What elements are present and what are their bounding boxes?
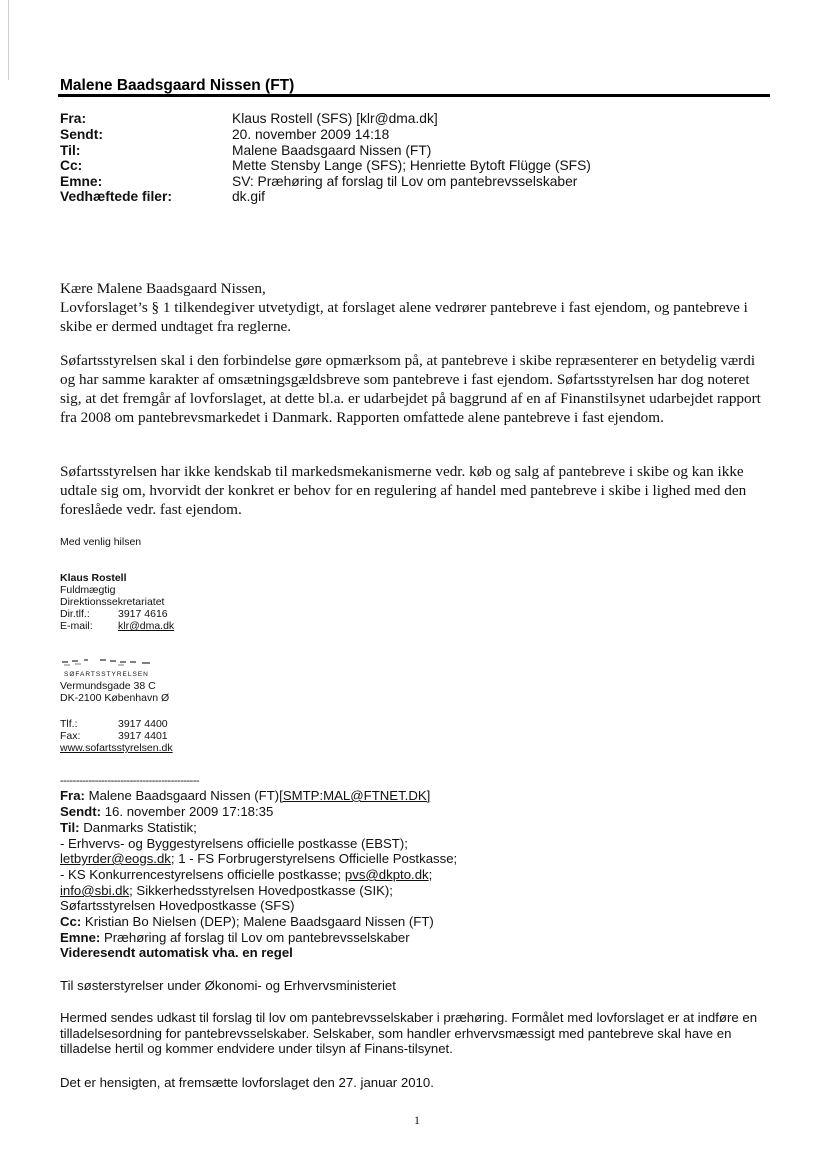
mailbox-owner: Malene Baadsgaard Nissen (FT): [60, 77, 295, 94]
fwd-body-paragraph-2: Hermed sendes udkast til forslag til lov om pantebrevsselskaber i præhøring. Formålet med lovforslaget er at indføre en tilladelsesordning for pantebrevsselskaber. Selskaber, som handler erhvervsmæssigt med pantebreve skal have en tilladelse hertil og kommer endvidere under tilsyn af Finans-tilsynet.: [60, 1010, 758, 1057]
fwd-from-label: Fra:: [60, 788, 85, 803]
fwd-sent-value: 16. november 2009 17:18:35: [104, 804, 274, 819]
direct-phone-label: Dir.tlf.:: [60, 608, 90, 620]
fwd-from-smtp-link[interactable]: [SMTP:MAL@FTNET.DK]: [279, 788, 431, 803]
signer-title: Fuldmægtig: [60, 584, 116, 596]
signer-department: Direktionssekretariatet: [60, 596, 165, 608]
letter-paragraph-1: Lovforslaget’s § 1 tilkendegiver utvetydigt, at forslaget alene vedrører pantebreve i fast ejendom, og pantebreve i skibe er dermed undtaget fra reglerne.: [60, 299, 748, 335]
fwd-body-line-1: Til søsterstyrelser under Økonomi- og Erhvervsministeriet: [60, 978, 396, 993]
fwd-cc-value: Kristian Bo Nielsen (DEP); Malene Baadsgaard Nissen (FT): [84, 914, 434, 929]
fwd-to-line-4-end: ;: [428, 867, 433, 882]
logo-text: SØFARTSSTYRELSEN: [64, 671, 149, 678]
fax-value: 3917 4401: [118, 730, 168, 742]
address-street: Vermundsgade 38 C: [60, 680, 156, 692]
fwd-letbyrder-link[interactable]: letbyrder@eogs.dk: [60, 851, 171, 866]
fwd-from-row: [60, 788, 430, 804]
phone-value: 3917 4400: [118, 718, 168, 730]
letter-paragraph-3: Søfartsstyrelsen har ikke kendskab til markedsmekanismerne vedr. køb og salg af pantebreve i skibe og kan ikke udtale sig om, hvorvidt der konkret er behov for en regulering af handel med pantebreve i skibe i lighed med den foreslåede vedr. fast ejendom.: [60, 463, 747, 518]
forward-separator: --------------------------------------------: [60, 775, 200, 787]
scan-margin-line: [8, 0, 9, 80]
signer-name: Klaus Rostell: [60, 572, 127, 584]
email-link[interactable]: klr@dma.dk: [118, 620, 175, 632]
fwd-cc-row: [60, 914, 434, 930]
fwd-subject-row: [60, 930, 410, 946]
sent-label: Sendt:: [60, 127, 103, 142]
fwd-subject-value: Præhøring af forslag til Lov om pantebrevsselskaber: [103, 930, 410, 945]
website-link-row: [60, 742, 173, 755]
cc-value: Mette Stensby Lange (SFS); Henriette Bytoft Flügge (SFS): [232, 158, 591, 173]
fwd-from-value: Malene Baadsgaard Nissen (FT): [88, 788, 280, 803]
fwd-subject-label: Emne:: [60, 930, 101, 945]
fwd-to-line-3: [60, 851, 457, 867]
email-row: [60, 620, 174, 633]
to-value: Malene Baadsgaard Nissen (FT): [232, 143, 432, 158]
fwd-auto-rule-note: Videresendt automatisk vha. en regel: [60, 945, 293, 960]
fwd-body-line-3: Det er hensigten, at fremsætte lovforslaget den 27. januar 2010.: [60, 1075, 434, 1090]
direct-phone-value: 3917 4616: [118, 608, 168, 620]
fwd-to-line-5-rest: ; Sikkerhedsstyrelsen Hovedpostkasse (SIK);: [129, 883, 393, 898]
fax-row: [60, 730, 168, 743]
letter-greeting: Kære Malene Baadsgaard Nissen,: [60, 280, 266, 297]
closing: Med venlig hilsen: [60, 536, 142, 548]
fwd-sbi-link[interactable]: info@sbi.dk: [60, 883, 130, 898]
fwd-sent-row: [60, 804, 273, 820]
email-label: E-mail:: [60, 620, 93, 632]
fwd-to-label: Til:: [60, 820, 80, 835]
agency-logo: [60, 655, 160, 679]
subject-value: SV: Præhøring af forslag til Lov om pantebrevsselskaber: [232, 174, 578, 189]
from-label: Fra:: [60, 111, 87, 126]
attachments-label: Vedhæftede filer:: [60, 189, 172, 204]
direct-phone-row: [60, 608, 168, 621]
fwd-to-line-2: - Erhvervs- og Byggestyrelsens officielle postkasse (EBST);: [60, 836, 408, 851]
to-label: Til:: [60, 143, 81, 158]
fwd-to-row: [60, 820, 197, 836]
fwd-cc-label: Cc:: [60, 914, 82, 929]
fwd-to-line-6: Søfartsstyrelsen Hovedpostkasse (SFS): [60, 898, 295, 913]
fwd-sent-label: Sendt:: [60, 804, 102, 819]
from-value: Klaus Rostell (SFS) [klr@dma.dk]: [232, 111, 438, 126]
fwd-to-line-4-text: - KS Konkurrencestyrelsens officielle postkasse;: [60, 867, 345, 882]
fwd-pvs-link[interactable]: pvs@dkpto.dk: [344, 867, 429, 882]
address-city: DK-2100 København Ø: [60, 692, 170, 704]
fwd-to-line-5: [60, 883, 393, 899]
phone-label: Tlf.:: [60, 718, 78, 730]
subject-label: Emne:: [60, 174, 103, 189]
website-link[interactable]: www.sofartsstyrelsen.dk: [60, 742, 173, 754]
phone-row: [60, 718, 168, 731]
cc-label: Cc:: [60, 158, 83, 173]
fwd-to-value: Danmarks Statistik;: [83, 820, 197, 835]
letter-paragraph-2: Søfartsstyrelsen skal i den forbindelse gøre opmærksom på, at pantebreve i skibe repræsenterer en betydelig værdi og har samme karakter af omsætningsgældsbreve som pantebreve i fast ejendom. Søfartsstyrelsen har dog noteret sig, at det fremgår af lovforslaget, at dette bl.a. er udarbejdet på baggrund af en af Finanstilsynet udarbejdet rapport fra 2008 om pantebrevsmarkedet i Danmark. Rapporten omfattede alene pantebreve i fast ejendom.: [60, 352, 761, 426]
fax-label: Fax:: [60, 730, 81, 742]
fwd-to-line-3-rest: ; 1 - FS Forbrugerstyrelsens Officielle Postkasse;: [170, 851, 458, 866]
sent-value: 20. november 2009 14:18: [232, 127, 390, 142]
attachment-file[interactable]: dk.gif: [232, 189, 265, 204]
page-number: 1: [414, 1113, 420, 1127]
header-rule: [58, 94, 770, 97]
fwd-to-line-4: [60, 867, 432, 883]
